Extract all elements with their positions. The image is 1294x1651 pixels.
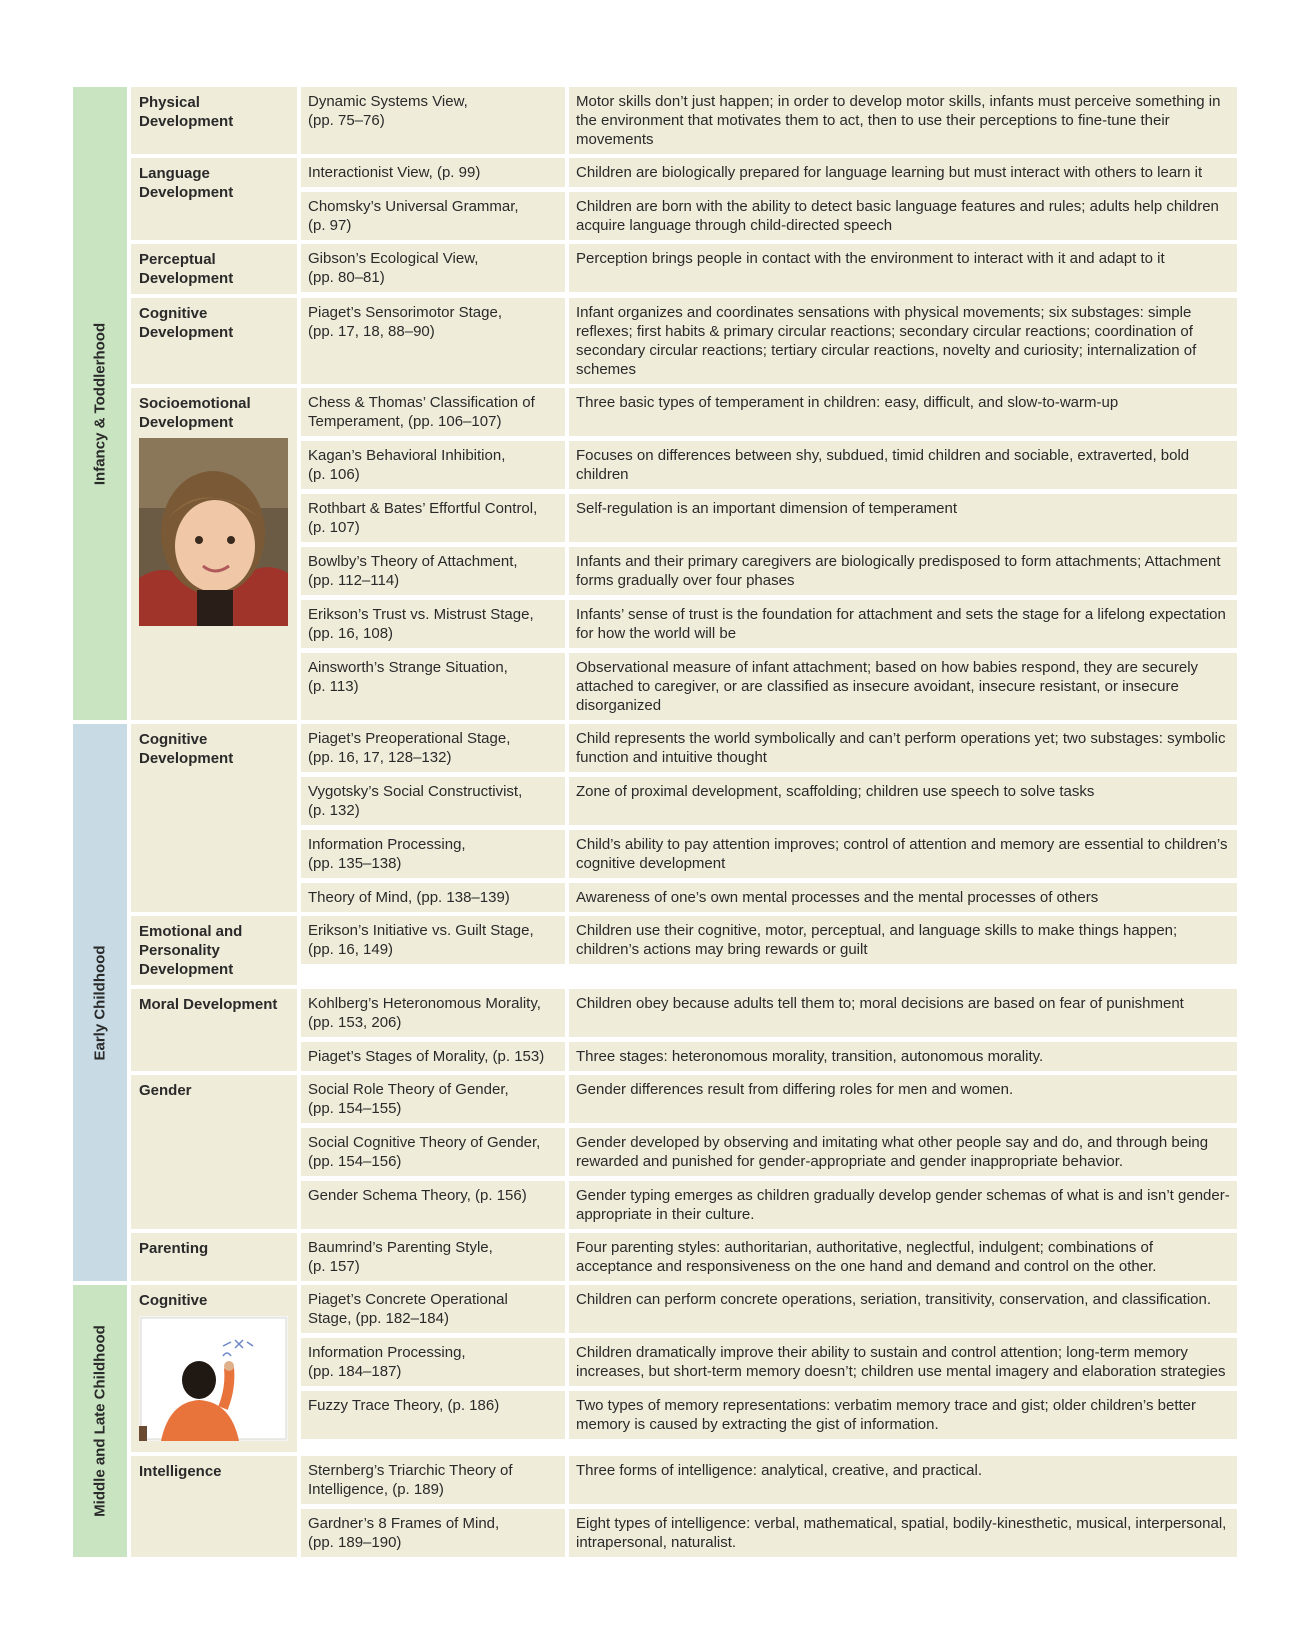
description-cell: Children obey because adults tell them to; moral decisions are based on fear of punishment — [569, 989, 1237, 1037]
topic-cell — [131, 1075, 297, 1229]
description-cell: Focuses on differences between shy, subdued, timid children and sociable, extraverted, bold children — [569, 441, 1237, 489]
table-row — [301, 158, 1237, 187]
description-cell: Observational measure of infant attachment; based on how babies respond, they are securely attached to caregiver, or are classified as insecure avoidant, insecure resistant, or insecure disorganized — [569, 653, 1237, 720]
description-cell: Self-regulation is an important dimension of temperament — [569, 494, 1237, 542]
table-row — [301, 600, 1237, 648]
description-cell: Gender typing emerges as children gradually develop gender schemas of what is and isn’t gender-appropriate in their culture. — [569, 1181, 1237, 1229]
topic-label: Physical Development — [139, 94, 234, 130]
table-row — [301, 830, 1237, 878]
description-cell: Children dramatically improve their ability to sustain and control attention; long-term memory increases, but short-term memory doesn’t; children use mental imagery and elaboration strategies — [569, 1338, 1237, 1386]
topic-group — [131, 298, 1237, 384]
theory-cell: Bowlby’s Theory of Attachment, (pp. 112–114) — [301, 547, 565, 595]
theory-cell: Sternberg’s Triarchic Theory of Intelligence, (p. 189) — [301, 1456, 565, 1504]
table-row — [301, 1181, 1237, 1229]
description-cell: Children are biologically prepared for language learning but must interact with others to learn it — [569, 158, 1237, 187]
table-row — [301, 547, 1237, 595]
description-cell: Children can perform concrete operations, seriation, transitivity, conservation, and classification. — [569, 1285, 1237, 1333]
description-cell: Three stages: heteronomous morality, transition, autonomous morality. — [569, 1042, 1237, 1071]
description-cell: Two types of memory representations: verbatim memory trace and gist; older children’s better memory is caused by extracting the gist of information. — [569, 1391, 1237, 1439]
topic-group — [131, 1075, 1237, 1229]
topic-cell — [131, 1285, 297, 1452]
topic-label: Intelligence — [139, 1463, 222, 1480]
table-row — [301, 724, 1237, 772]
whiteboard-photo-frame — [139, 1316, 288, 1446]
description-cell: Gender developed by observing and imitating what other people say and do, and through being rewarded and punished for gender-appropriate and gender inappropriate behavior. — [569, 1128, 1237, 1176]
table-row — [301, 989, 1237, 1037]
theory-cell: Ainsworth’s Strange Situation, (p. 113) — [301, 653, 565, 720]
table-row — [301, 883, 1237, 912]
whiteboard-photo — [139, 1316, 288, 1441]
topic-label: Parenting — [139, 1240, 209, 1257]
topic-group — [131, 388, 1237, 720]
topic-label: Socioemotional Development — [139, 395, 251, 431]
table-row — [301, 87, 1237, 154]
description-cell: Infants’ sense of trust is the foundation for attachment and sets the stage for a lifelong expectation for how the world will be — [569, 600, 1237, 648]
topic-group — [131, 158, 1237, 240]
theory-cell: Gardner’s 8 Frames of Mind, (pp. 189–190) — [301, 1509, 565, 1557]
theory-rows — [301, 1233, 1237, 1281]
theory-rows — [301, 388, 1237, 720]
table-row — [301, 244, 1237, 292]
topic-cell — [131, 989, 297, 1071]
table-row — [301, 653, 1237, 720]
age-band-label: Infancy & Toddlerhood — [91, 322, 109, 485]
age-band — [73, 1285, 127, 1557]
description-cell: Gender differences result from differing roles for men and women. — [569, 1075, 1237, 1123]
topic-label: Cognitive Development — [139, 305, 234, 341]
table-row — [301, 1042, 1237, 1071]
topic-label: Emotional and Personality Development — [139, 923, 243, 978]
topic-cell — [131, 1456, 297, 1557]
theory-rows — [301, 87, 1237, 154]
theory-cell: Vygotsky’s Social Constructivist, (p. 132) — [301, 777, 565, 825]
topic-groups — [131, 724, 1237, 1281]
theory-cell: Kohlberg’s Heteronomous Morality, (pp. 153, 206) — [301, 989, 565, 1037]
theory-cell: Interactionist View, (p. 99) — [301, 158, 565, 187]
theory-cell: Chess & Thomas’ Classification of Temperament, (pp. 106–107) — [301, 388, 565, 436]
theory-cell: Social Role Theory of Gender, (pp. 154–155) — [301, 1075, 565, 1123]
table-row — [301, 441, 1237, 489]
topic-cell — [131, 298, 297, 384]
theory-cell: Baumrind’s Parenting Style, (p. 157) — [301, 1233, 565, 1281]
description-cell: Child’s ability to pay attention improves; control of attention and memory are essential to children’s cognitive development — [569, 830, 1237, 878]
age-section — [73, 87, 1237, 720]
topic-label: Perceptual Development — [139, 251, 234, 287]
theory-cell: Information Processing, (pp. 135–138) — [301, 830, 565, 878]
theory-rows — [301, 989, 1237, 1071]
theory-rows — [301, 244, 1237, 294]
theory-cell: Gender Schema Theory, (p. 156) — [301, 1181, 565, 1229]
theory-cell: Piaget’s Concrete Operational Stage, (pp. 182–184) — [301, 1285, 565, 1333]
theory-cell: Erikson’s Initiative vs. Guilt Stage, (pp. 16, 149) — [301, 916, 565, 964]
theory-cell: Dynamic Systems View, (pp. 75–76) — [301, 87, 565, 154]
table-row — [301, 1128, 1237, 1176]
theory-rows — [301, 1456, 1237, 1557]
theory-summary-table — [73, 87, 1237, 1561]
description-cell: Perception brings people in contact with the environment to interact with it and adapt to it — [569, 244, 1237, 292]
description-cell: Three basic types of temperament in children: easy, difficult, and slow-to-warm-up — [569, 388, 1237, 436]
description-cell: Zone of proximal development, scaffolding; children use speech to solve tasks — [569, 777, 1237, 825]
theory-cell: Rothbart & Bates’ Effortful Control, (p. 107) — [301, 494, 565, 542]
topic-cell — [131, 724, 297, 912]
description-cell: Child represents the world symbolically and can’t perform operations yet; two substages: symbolic function and intuitive thought — [569, 724, 1237, 772]
age-section — [73, 1285, 1237, 1557]
topic-label: Cognitive Development — [139, 731, 234, 767]
topic-group — [131, 989, 1237, 1071]
theory-cell: Piaget’s Sensorimotor Stage, (pp. 17, 18, 88–90) — [301, 298, 565, 384]
theory-cell: Theory of Mind, (pp. 138–139) — [301, 883, 565, 912]
topic-groups — [131, 87, 1237, 720]
theory-cell: Erikson’s Trust vs. Mistrust Stage, (pp. 16, 108) — [301, 600, 565, 648]
topic-group — [131, 1285, 1237, 1452]
theory-cell: Kagan’s Behavioral Inhibition, (p. 106) — [301, 441, 565, 489]
description-cell: Four parenting styles: authoritarian, authoritative, neglectful, indulgent; combinations of acceptance and responsiveness on the one hand and demand and control on the other. — [569, 1233, 1237, 1281]
toddler-photo — [139, 438, 288, 626]
description-cell: Children use their cognitive, motor, perceptual, and language skills to make things happen; children’s actions may bring rewards or guilt — [569, 916, 1237, 964]
topic-cell — [131, 244, 297, 294]
topic-group — [131, 1233, 1237, 1281]
topic-cell — [131, 916, 297, 985]
table-row — [301, 1285, 1237, 1333]
table-row — [301, 777, 1237, 825]
description-cell: Eight types of intelligence: verbal, mathematical, spatial, bodily-kinesthetic, musical, interpersonal, intrapersonal, naturalist. — [569, 1509, 1237, 1557]
table-row — [301, 1075, 1237, 1123]
description-cell: Infant organizes and coordinates sensations with physical movements; six substages: simple reflexes; first habits & primary circular reactions; secondary circular reactions; coordination of secondary circular reactions; tertiary circular reactions, novelty and curiosity; internalization of schemes — [569, 298, 1237, 384]
topic-cell — [131, 388, 297, 720]
theory-rows — [301, 1285, 1237, 1452]
topic-group — [131, 724, 1237, 912]
topic-cell — [131, 1233, 297, 1281]
table-row — [301, 1509, 1237, 1557]
table-row — [301, 1391, 1237, 1439]
table-row — [301, 192, 1237, 240]
age-band-label: Early Childhood — [91, 944, 109, 1061]
table-row — [301, 916, 1237, 964]
theory-cell: Fuzzy Trace Theory, (p. 186) — [301, 1391, 565, 1439]
theory-cell: Social Cognitive Theory of Gender, (pp. 154–156) — [301, 1128, 565, 1176]
theory-cell: Gibson’s Ecological View, (pp. 80–81) — [301, 244, 565, 292]
age-band-label: Middle and Late Childhood — [91, 1325, 109, 1517]
theory-rows — [301, 724, 1237, 912]
topic-groups — [131, 1285, 1237, 1557]
description-cell: Three forms of intelligence: analytical, creative, and practical. — [569, 1456, 1237, 1504]
table-row — [301, 388, 1237, 436]
description-cell: Infants and their primary caregivers are biologically predisposed to form attachments; Attachment forms gradually over four phases — [569, 547, 1237, 595]
topic-group — [131, 1456, 1237, 1557]
toddler-photo-frame — [139, 438, 288, 631]
theory-cell: Information Processing, (pp. 184–187) — [301, 1338, 565, 1386]
topic-label: Cognitive — [139, 1292, 208, 1309]
table-row — [301, 494, 1237, 542]
theory-rows — [301, 1075, 1237, 1229]
topic-label: Gender — [139, 1082, 192, 1099]
description-cell: Motor skills don’t just happen; in order to develop motor skills, infants must perceive something in the environment that motivates them to act, then to use their perceptions to fine-tune their movements — [569, 87, 1237, 154]
theory-cell: Piaget’s Stages of Morality, (p. 153) — [301, 1042, 565, 1071]
topic-group — [131, 87, 1237, 154]
table-row — [301, 298, 1237, 384]
theory-cell: Chomsky’s Universal Grammar, (p. 97) — [301, 192, 565, 240]
age-section — [73, 724, 1237, 1281]
topic-group — [131, 244, 1237, 294]
table-row — [301, 1456, 1237, 1504]
topic-label: Moral Development — [139, 996, 278, 1013]
description-cell: Awareness of one’s own mental processes and the mental processes of others — [569, 883, 1237, 912]
theory-cell: Piaget’s Preoperational Stage, (pp. 16, 17, 128–132) — [301, 724, 565, 772]
theory-rows — [301, 298, 1237, 384]
topic-cell — [131, 158, 297, 240]
theory-rows — [301, 158, 1237, 240]
description-cell: Children are born with the ability to detect basic language features and rules; adults help children acquire language through child-directed speech — [569, 192, 1237, 240]
table-row — [301, 1233, 1237, 1281]
topic-label: Language Development — [139, 165, 234, 201]
theory-rows — [301, 916, 1237, 985]
age-band — [73, 87, 127, 720]
topic-cell — [131, 87, 297, 154]
table-row — [301, 1338, 1237, 1386]
age-band — [73, 724, 127, 1281]
topic-group — [131, 916, 1237, 985]
